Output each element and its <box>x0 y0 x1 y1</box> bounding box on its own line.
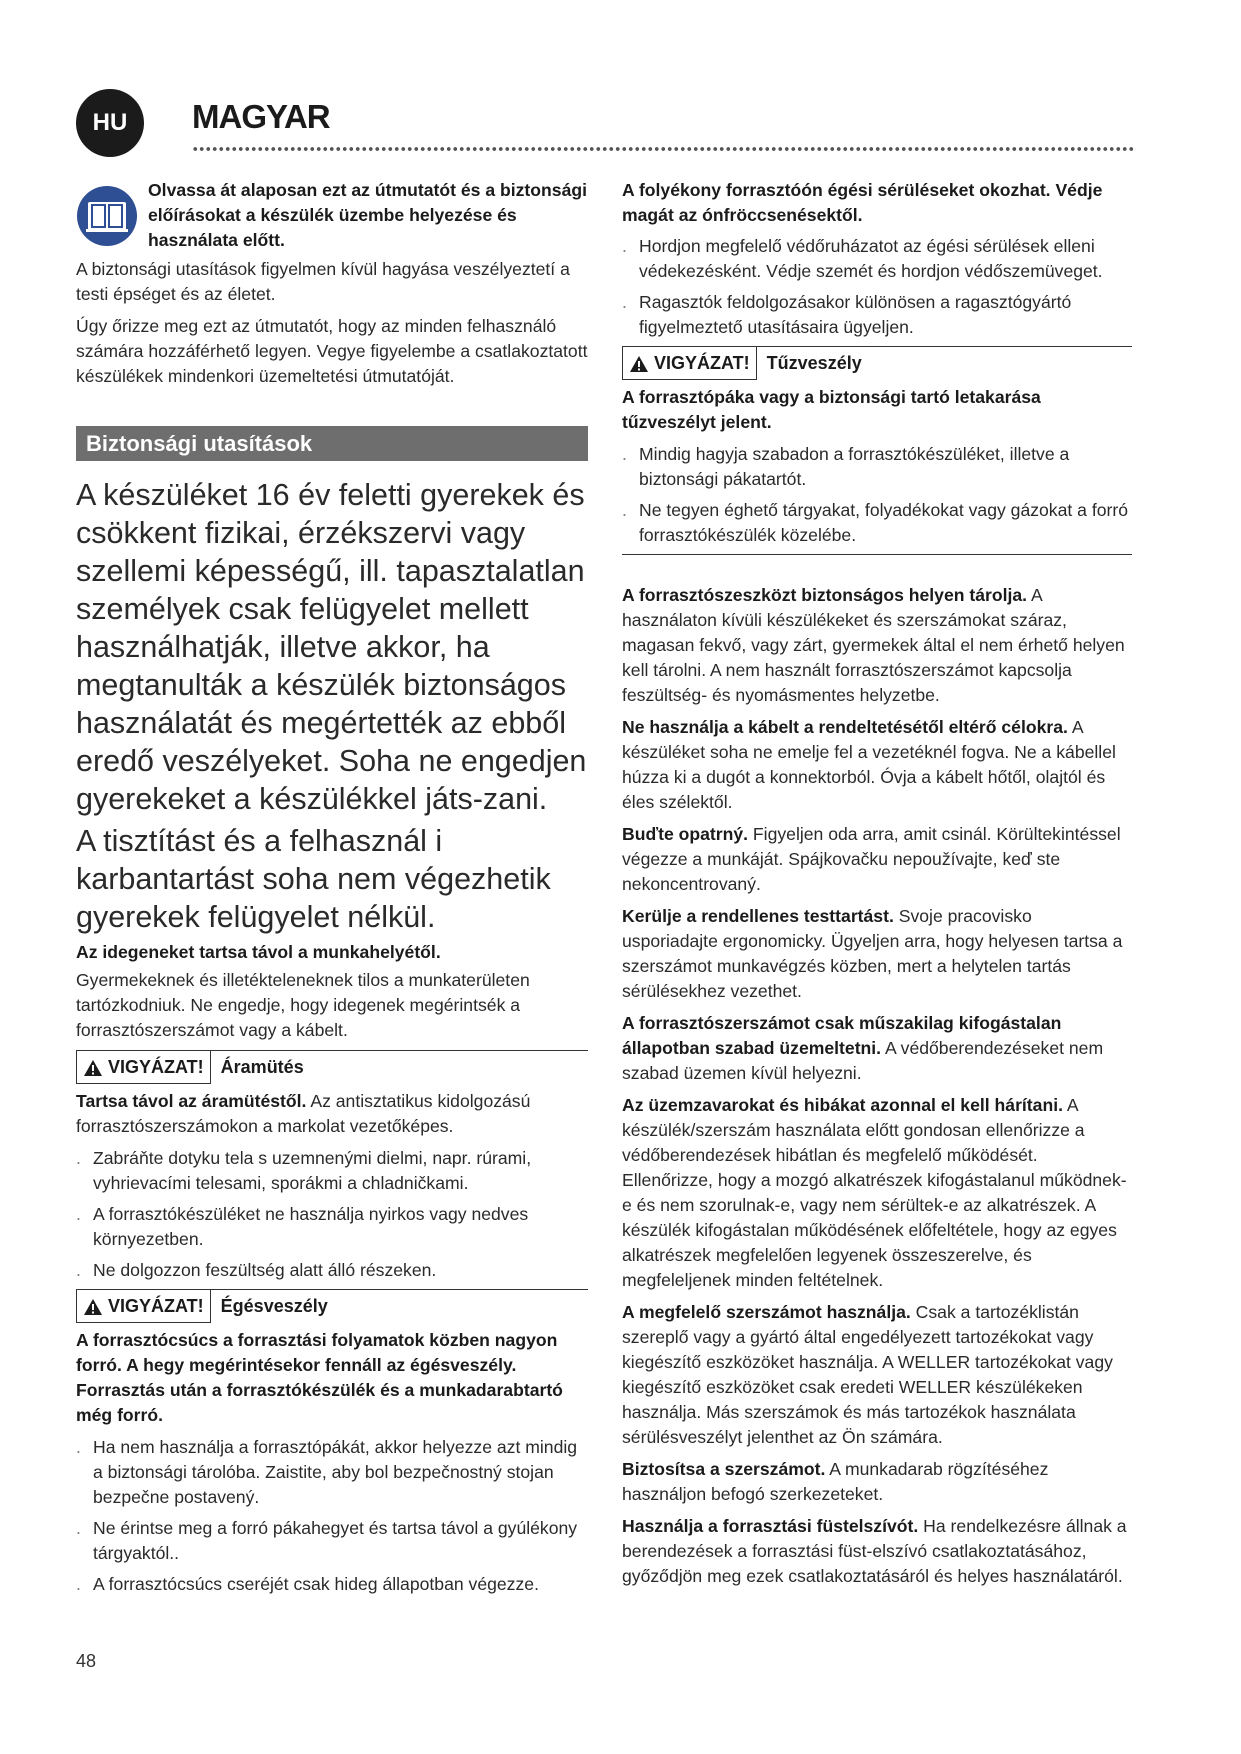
right-column <box>622 178 1132 1596</box>
cleaning-warning: A tisztítást és a felhasznál i karbantartást soha nem végezhetik gyerekek felügyelet nélkül. <box>76 824 551 934</box>
language-badge: HU <box>76 89 144 157</box>
fire-bold: A forrasztópáka vagy a biztonsági tartó letakarása tűzveszélyt jelent. <box>622 387 1041 432</box>
warning-box <box>76 1051 211 1084</box>
warning-label: Égésveszély <box>220 1296 328 1316</box>
warning-caution-text: VIGYÁZAT! <box>108 1057 204 1077</box>
list-item: . Zabráňte dotyku tela s uzemnenými dielmi, napr. rúrami, vyhrievacími telesami, sporákmi a chladničkami. <box>76 1146 588 1196</box>
rule-paragraph: Az üzemzavarokat és hibákat azonnal el kell hárítani. A készülék/szerszám használata előtt gondosan ellenőrizze a védőberendezések hibátlan és megfelelő működését. Ellenőrizze, hogy a mozgó alkatrészek kifogástalanul működnek-e és nem szorulnak-e, vagy nem sérültek-e az alkatrészek. A készülék kifogástalan működésének előfeltétele, hogy az egyes alkatrészek megfelelően legyenek összeszerelve, és megfeleljenek minden feltételnek. <box>622 1095 1127 1290</box>
electric-list <box>76 1146 588 1283</box>
list-item: . A forrasztókészüléket ne használja nyirkos vagy nedves környezetben. <box>76 1202 588 1252</box>
intro-bold-text: Olvassa át alaposan ezt az útmutatót és a biztonsági előírásokat a készülék üzembe helyezése és használata előtt. <box>148 180 587 250</box>
page-title: MAGYAR <box>192 98 330 135</box>
manual-book-icon <box>76 185 138 247</box>
list-item: . Hordjon megfelelő védőruházatot az égési sérülések elleni védekezésként. Védje szemét és hordjon védőszemüveget. <box>622 234 1132 284</box>
list-item: . A forrasztócsúcs cseréjét csak hideg állapotban végezze. <box>76 1572 588 1597</box>
warning-box <box>76 1290 211 1323</box>
warning-fire <box>622 346 1132 380</box>
list-item: . Ne tegyen éghető tárgyakat, folyadékokat vagy gázokat a forró forrasztókészülék közelébe. <box>622 498 1132 548</box>
warning-triangle-icon <box>83 1059 103 1077</box>
rule-paragraph: Ne használja a kábelt a rendeltetésétől eltérő célokra. A készüléket soha ne emelje fel a vezetéknél fogva. Ne a kábellel húzza ki a dugót a konnektorból. Óvja a kábelt hőtől, olajtól és éles szélektől. <box>622 717 1116 812</box>
page-number: 48 <box>76 1651 97 1671</box>
rule-paragraph: Használja a forrasztási füstelszívót. Ha rendelkezésre állnak a berendezések a forrasztási füst-elszívó csatlakoztatásához, győződjön meg ezek csatlakoztatásáról és helyes használatáról. <box>622 1516 1127 1586</box>
list-item: . Ha nem használja a forrasztópákát, akkor helyezze azt mindig a biztonsági tárolóba. Zaistite, aby bol bezpečnostný stojan bezpečne postavený. <box>76 1435 588 1510</box>
burn-bold: A forrasztócsúcs a forrasztási folyamatok közben nagyon forró. A hegy megérintésekor fennáll az égésveszély. Forrasztás után a forrasztókészülék és a munkadarabtartó még forró. <box>76 1330 563 1425</box>
liquid-solder-bold: A folyékony forrasztóón égési sérüléseket okozhat. Védje magát az ónfröccsenésektől. <box>622 180 1103 225</box>
warning-label: Tűzveszély <box>766 353 862 373</box>
warning-caution-text: VIGYÁZAT! <box>654 353 750 373</box>
rule-paragraph: Biztosítsa a szerszámot. A munkadarab rögzítéséhez használjon befogó szerkezeteket. <box>622 1459 1049 1504</box>
section-heading-safety: Biztonsági utasítások <box>76 426 588 461</box>
intro-paragraph-2: Úgy őrizze meg ezt az útmutatót, hogy az minden felhasználó számára hozzáférhető legyen. Vegye figyelembe a csatlakoztatott készülékek mindenkori üzemeltetési útmutatóját. <box>76 316 588 386</box>
rule-paragraph: A forrasztószeszközt biztonságos helyen tárolja. A használaton kívüli készülékeket és szerszámokat száraz, magasan fekvő, vagy zárt, gyermekek által el nem érhető helyen kell tárolni. A nem használt forrasztószerszámot kapcsolja feszültség- és nyomásmentes helyzetbe. <box>622 585 1125 705</box>
electric-text: Az antisztatikus kidolgozású forrasztószerszámokon a markolat vezetőképes. <box>76 1091 531 1136</box>
burn-list <box>76 1435 588 1597</box>
list-item: . Ne dolgozzon feszültség alatt álló részeken. <box>76 1258 588 1283</box>
divider <box>622 554 1132 555</box>
left-column <box>76 178 588 1603</box>
children-warning: A készüléket 16 év feletti gyerekek és csökkent fizikai, érzékszervi vagy szellemi képességű, ill. tapasztalatlan személyek csak felügyelet mellett használhatják, illetve akkor, ha megtanulták a készülék biztonságos használatát és megértették az ebből eredő veszélyeket. Soha ne engedjen gyerekeket a készülékkel játs-zani. <box>76 478 587 816</box>
dotted-divider <box>192 146 1136 152</box>
intro-paragraph-1: A biztonsági utasítások figyelmen kívül hagyása veszélyeztetí a testi épséget és az életet. <box>76 259 570 304</box>
warning-burn <box>76 1289 588 1323</box>
electric-bold: Tartsa távol az áramütéstől. <box>76 1091 307 1111</box>
rule-paragraph: A megfelelő szerszámot használja. Csak a tartozéklistán szereplő vagy a gyártó által engedélyezett tartozékokat vagy kiegészítő eszközöket használja. A WELLER tartozékokat vagy kiegészítő eszközöket csak eredeti WELLER készülékeken használja. Más szerszámok és más tartozékok használata sérülésveszélyt jelenthet az Ön számára. <box>622 1302 1113 1447</box>
warning-caution-text: VIGYÁZAT! <box>108 1296 204 1316</box>
warning-label: Áramütés <box>220 1057 304 1077</box>
intro-notice <box>76 178 588 253</box>
rule-paragraph: Kerülje a rendellenes testtartást. Svoje pracovisko usporiadajte ergonomicky. Ügyeljen arra, hogy helyesen tartsa a szerszámot munkavégzés közben, mert a helytelen tartás sérülésekhez vezethet. <box>622 906 1123 1001</box>
list-item: . Ragasztók feldolgozásakor különösen a ragasztógyártó figyelmeztető utasításaira ügyeljen. <box>622 290 1132 340</box>
list-item: . Ne érintse meg a forró pákahegyet és tartsa távol a gyúlékony tárgyaktól.. <box>76 1516 588 1566</box>
warning-electric-shock <box>76 1050 588 1084</box>
fire-list <box>622 442 1132 548</box>
liquid-solder-list <box>622 234 1132 340</box>
rule-paragraph: A forrasztószerszámot csak műszakilag kifogástalan állapotban szabad üzemeltetni. A védőberendezéseket nem szabad üzemen kívül helyezni. <box>622 1013 1104 1083</box>
strangers-text: Gyermekeknek és illetékteleneknek tilos a munkaterületen tartózkodniuk. Ne engedje, hogy idegenek megérintsék a forrasztószerszámot vagy a kábelt. <box>76 970 530 1040</box>
strangers-heading: Az idegeneket tartsa távol a munkahelyétől. <box>76 942 441 962</box>
warning-box <box>622 347 757 380</box>
warning-triangle-icon <box>629 355 649 373</box>
rule-paragraph: Buďte opatrný. Figyeljen oda arra, amit csinál. Körültekintéssel végezze a munkáját. Spájkovačku nepoužívajte, keď ste nekoncentrovaný. <box>622 824 1121 894</box>
warning-triangle-icon <box>83 1298 103 1316</box>
list-item: . Mindig hagyja szabadon a forrasztókészüléket, illetve a biztonsági pákatartót. <box>622 442 1132 492</box>
